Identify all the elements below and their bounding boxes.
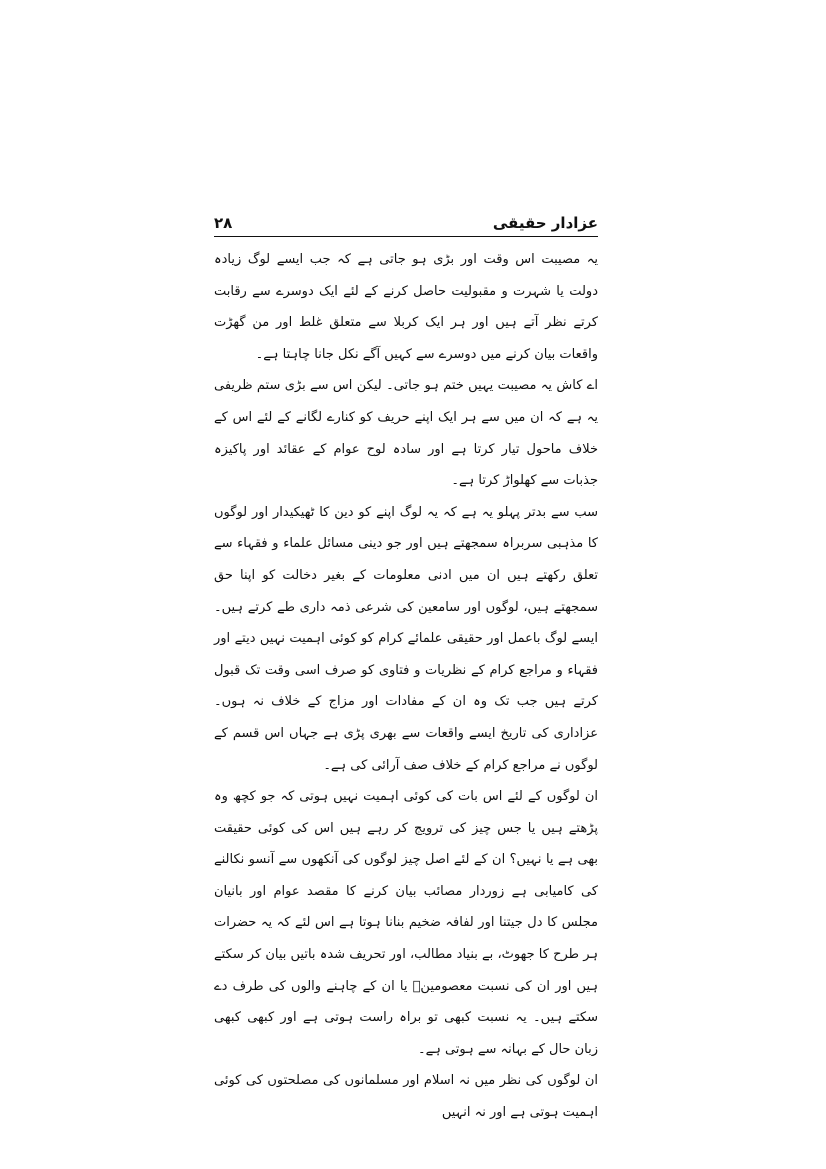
- body-text: [214, 244, 598, 1129]
- paragraph: ان لوگوں کے لئے اس بات کی کوئی اہمیت نہیں ہوتی کہ جو کچھ وہ پڑھتے ہیں یا جس چیز کی ترویج کر رہے ہیں اس کی کوئی حقیقت بھی ہے یا نہیں؟ ان کے لئے اصل چیز لوگوں کی آنکھوں سے آنسو نکالنے کی کامیابی ہے زوردار مصائب بیان کرنے کا مقصد عوام اور بانیان مجلس کا دل جیتنا اور لفافہ ضخیم بنانا ہوتا ہے اس لئے کہ یہ حضرات ہر طرح کا جھوٹ، بے بنیاد مطالب، اور تحریف شدہ باتیں بیان کر سکتے ہیں اور ان کی نسبت معصومینؑ یا ان کے چاہنے والوں کی طرف دے سکتے ہیں۔ یہ نسبت کبھی تو براہ راست ہوتی ہے اور کبھی کبھی زبان حال کے بہانہ سے ہوتی ہے۔: [214, 789, 598, 1057]
- running-header: [214, 202, 598, 232]
- header-divider: [214, 236, 598, 237]
- paragraph: ان لوگوں کی نظر میں نہ اسلام اور مسلمانوں کی مصلحتوں کی کوئی اہمیت ہوتی ہے اور نہ انہیں: [214, 1073, 598, 1121]
- paragraph: یہ مصیبت اس وقت اور بڑی ہو جاتی ہے کہ جب ایسے لوگ زیادہ دولت یا شہرت و مقبولیت حاصل کرنے کے لئے ایک دوسرے سے رقابت کرتے نظر آتے ہیں اور ہر ایک کربلا سے متعلق غلط اور من گھڑت واقعات بیان کرنے میں دوسرے سے کہیں آگے نکل جانا چاہتا ہے۔: [214, 252, 598, 362]
- paragraph: سب سے بدتر پہلو یہ ہے کہ یہ لوگ اپنے کو دین کا ٹھیکیدار اور لوگوں کا مذہبی سربراہ سمجھتے ہیں اور جو دینی مسائل علماء و فقہاء سے تعلق رکھتے ہیں ان میں ادنی معلومات کے بغیر دخالت کو اپنا حق سمجھتے ہیں، لوگوں اور سامعین کی شرعی ذمہ داری طے کرتے ہیں۔ ایسے لوگ باعمل اور حقیقی علمائے کرام کو کوئی اہمیت نہیں دیتے اور فقہاء و مراجع کرام کے نظریات و فتاوی کو صرف اسی وقت تک قبول کرتے ہیں جب تک وہ ان کے مفادات اور مزاج کے خلاف نہ ہوں۔ عزاداری کی تاریخ ایسے واقعات سے بھری پڑی ہے جہاں اس قسم کے لوگوں نے مراجع کرام کے خلاف صف آرائی کی ہے۔: [214, 504, 598, 773]
- paragraph: اے کاش یہ مصیبت یہیں ختم ہو جاتی۔ لیکن اس سے بڑی ستم ظریفی یہ ہے کہ ان میں سے ہر ایک اپنے حریف کو کنارے لگانے کے لئے اس کے خلاف ماحول تیار کرتا ہے اور سادہ لوح عوام کے عقائد اور پاکیزہ جذبات سے کھلواڑ کرتا ہے۔: [214, 378, 598, 489]
- book-title: عزادار حقیقی: [492, 214, 598, 232]
- page-number: ۲۸: [214, 214, 233, 232]
